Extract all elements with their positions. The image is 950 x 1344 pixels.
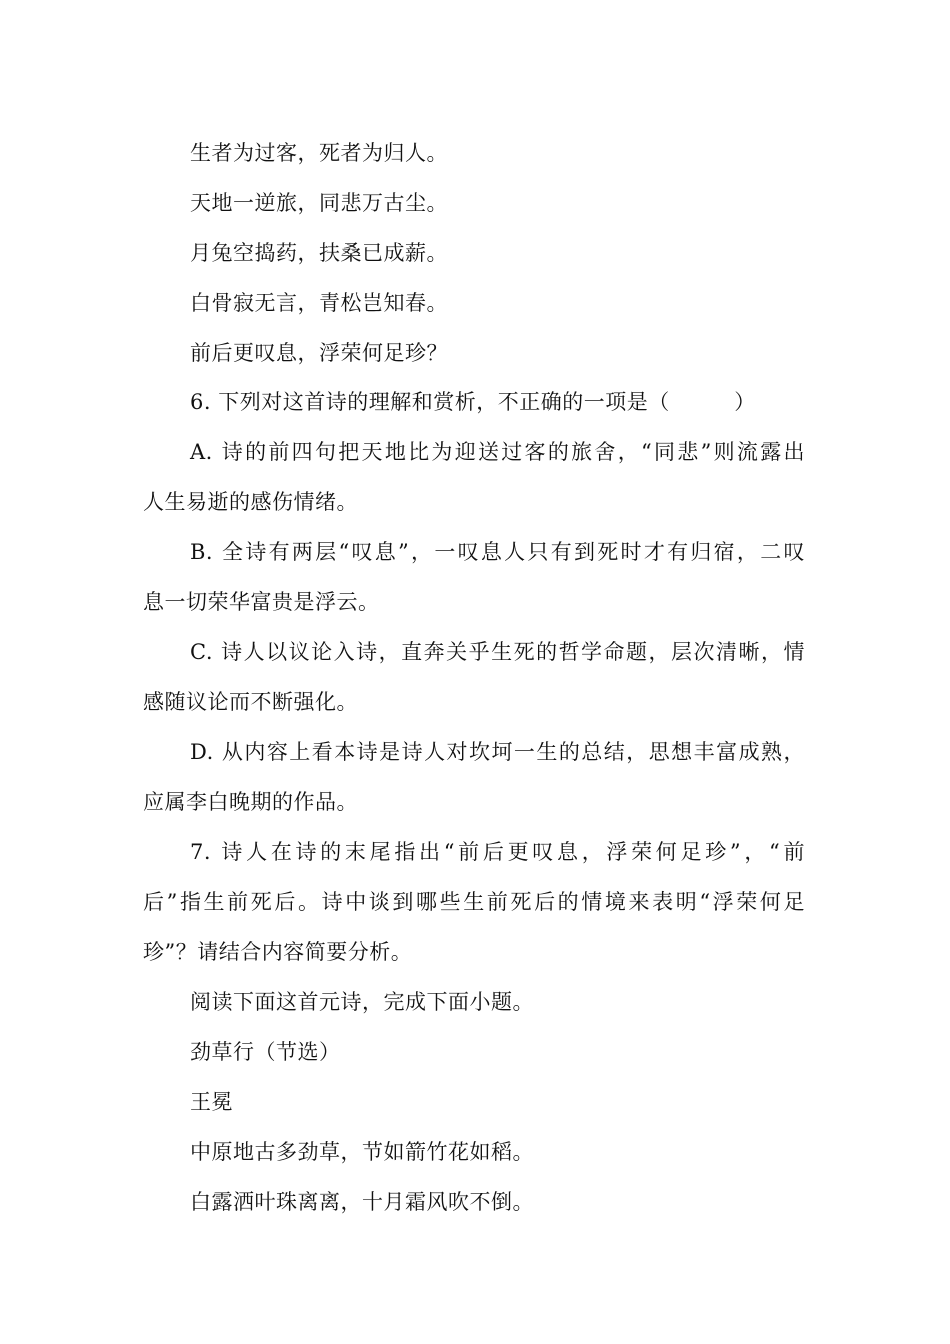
poem-line: 中原地古多劲草，节如箭竹花如稻。	[190, 1140, 534, 1164]
option-b-line2: 息一切荣华富贵是浮云。	[143, 590, 380, 614]
option-a-line1: A. 诗的前四句把天地比为迎送过客的旅舍，“同悲”则流露出	[190, 440, 805, 464]
option-a-line2: 人生易逝的感伤情绪。	[143, 490, 358, 514]
option-d-line2: 应属李白晚期的作品。	[143, 790, 358, 814]
option-b-line1: B. 全诗有两层“叹息”，一叹息人只有到死时才有归宿，二叹	[190, 540, 805, 564]
poem-line: 月兔空捣药，扶桑已成薪。	[190, 241, 448, 265]
reading-instruction: 阅读下面这首元诗，完成下面小题。	[190, 990, 534, 1014]
poem-line: 白骨寂无言，青松岂知春。	[190, 291, 448, 315]
option-c-line2: 感随议论而不断强化。	[143, 690, 358, 714]
poem-title: 劲草行（节选）	[190, 1040, 341, 1064]
option-d-line1: D. 从内容上看本诗是诗人对坎坷一生的总结，思想丰富成熟，	[190, 740, 805, 764]
question-7-line2: 后”指生前死后。诗中谈到哪些生前死后的情境来表明“浮荣何足	[143, 890, 805, 914]
poem-author: 王冕	[190, 1090, 233, 1114]
poem-line: 白露洒叶珠离离，十月霜风吹不倒。	[190, 1190, 534, 1214]
poem-line: 前后更叹息，浮荣何足珍？	[190, 341, 448, 365]
poem-line: 生者为过客，死者为归人。	[190, 141, 448, 165]
question-6-stem: 6. 下列对这首诗的理解和赏析，不正确的一项是（ ）	[190, 390, 756, 414]
question-7-line1: 7. 诗人在诗的末尾指出“前后更叹息，浮荣何足珍”，“前	[190, 840, 805, 864]
poem-line: 天地一逆旅，同悲万古尘。	[190, 191, 448, 215]
option-c-line1: C. 诗人以议论入诗，直奔关乎生死的哲学命题，层次清晰，情	[190, 640, 805, 664]
question-7-line3: 珍”？请结合内容简要分析。	[143, 940, 413, 964]
